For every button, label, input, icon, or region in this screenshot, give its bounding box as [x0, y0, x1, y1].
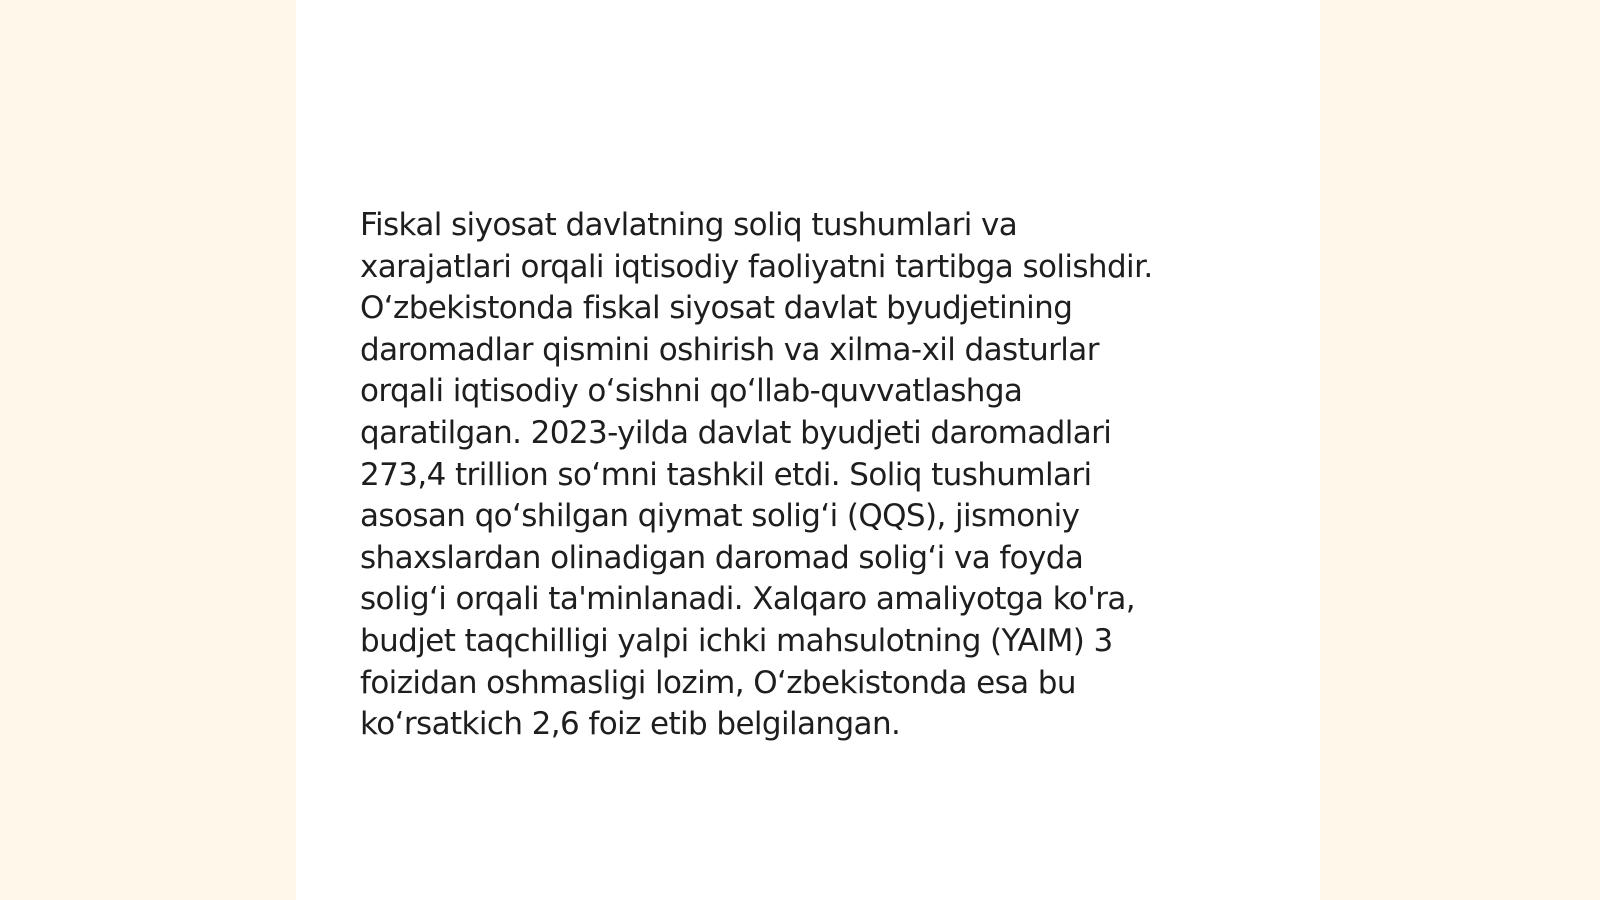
document-page — [296, 0, 1320, 900]
paragraph-line: budjet taqchilligi yalpi ichki mahsulotning (YAIM) 3 — [360, 622, 1113, 659]
paragraph-line: 273,4 trillion so‘mni tashkil etdi. Soliq tushumlari — [360, 456, 1092, 493]
paragraph-line: qaratilgan. 2023-yilda davlat byudjeti daromadlari — [360, 414, 1112, 451]
paragraph-line: shaxslardan olinadigan daromad solig‘i va foyda — [360, 539, 1084, 576]
body-paragraph — [360, 205, 1240, 746]
paragraph-line: foizidan oshmasligi lozim, O‘zbekistonda esa bu — [360, 664, 1076, 701]
paragraph-line: Fiskal siyosat davlatning soliq tushumlari va — [360, 207, 1018, 243]
paragraph-line: O‘zbekistonda fiskal siyosat davlat byudjetining — [360, 290, 1073, 327]
paragraph-line: daromadlar qismini oshirish va xilma-xil dasturlar — [360, 331, 1099, 368]
paragraph-line: solig‘i orqali ta'minlanadi. Xalqaro amaliyotga ko'ra, — [360, 581, 1135, 618]
paragraph-line: ko‘rsatkich 2,6 foiz etib belgilangan. — [360, 706, 901, 743]
paragraph-line: xarajatlari orqali iqtisodiy faoliyatni tartibga solishdir. — [360, 248, 1153, 285]
paragraph-line: asosan qo‘shilgan qiymat solig‘i (QQS), jismoniy — [360, 498, 1080, 535]
paragraph-line: orqali iqtisodiy o‘sishni qo‘llab-quvvatlashga — [360, 373, 1023, 410]
